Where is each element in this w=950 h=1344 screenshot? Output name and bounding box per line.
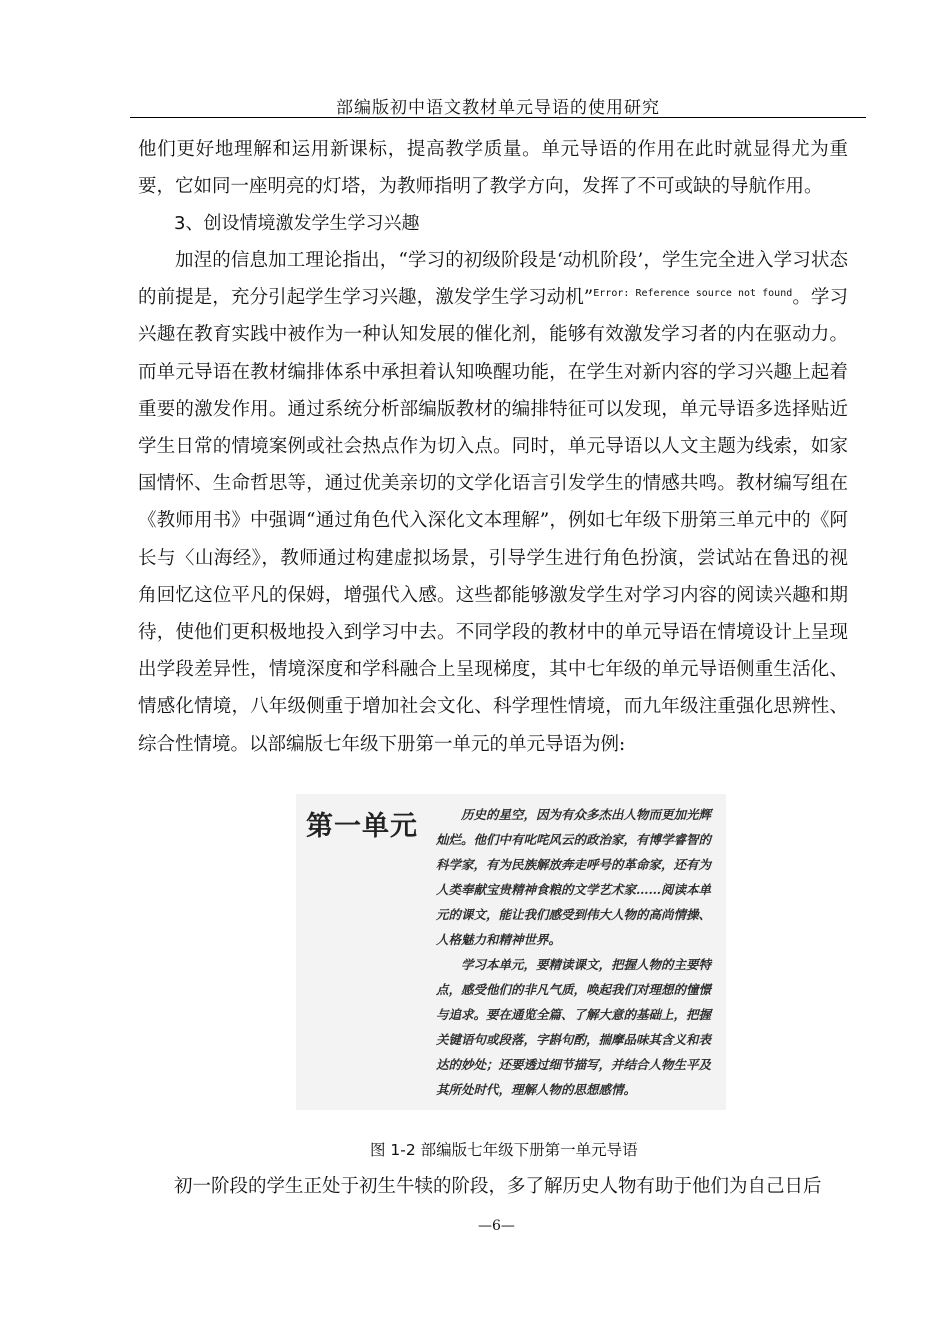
paragraph-3: 初一阶段的学生正处于初生牛犊的阶段，多了解历史人物有助于他们为自己日后 bbox=[174, 1176, 822, 1197]
paragraph-2-text-a: 加涅的信息加工理论指出，“学习的初级阶段是‘动机阶段’，学生完全进入学习状态的前提是，充分引起学生学习兴趣，激发学生学习动机” bbox=[138, 250, 848, 309]
section-heading: 3、创设情境激发学生学习兴趣 bbox=[174, 213, 420, 234]
paragraph-2 bbox=[138, 242, 848, 763]
header-rule bbox=[130, 117, 866, 118]
figure-text-paragraph-1: 历史的星空，因为有众多杰出人物而更加光辉灿烂。他们中有叱咤风云的政治家，有博学睿智的科学家，有为民族解放奔走呼号的革命家，还有为人类奉献宝贵精神食粮的文学艺术家……阅读本单元的课文，能让我们感受到伟大人物的高尚情操、人格魅力和精神世界。 bbox=[436, 807, 712, 947]
figure-title: 第一单元 bbox=[306, 811, 418, 842]
figure-text bbox=[436, 802, 720, 1102]
figure-text-paragraph-2: 学习本单元，要精读课文，把握人物的主要特点，感受他们的非凡气质，唤起我们对理想的憧憬与追求。要在通览全篇、了解大意的基础上，把握关键语句或段落，字斟句酌，揣摩品味其含义和表达的妙处；还要透过细节描写，并结合人物生平及其所处时代，理解人物的思想感情。 bbox=[436, 957, 712, 1097]
figure-caption: 图 1-2 部编版七年级下册第一单元导语 bbox=[370, 1141, 638, 1159]
page-header-title: 部编版初中语文教材单元导语的使用研究 bbox=[336, 98, 660, 118]
paragraph-1: 他们更好地理解和运用新课标，提高教学质量。单元导语的作用在此时就显得尤为重要，它如同一座明亮的灯塔，为教师指明了教学方向，发挥了不可或缺的导航作用。 bbox=[138, 139, 848, 198]
reference-error: Error: Reference source not found bbox=[593, 288, 793, 300]
paragraph-2-text-b: 。学习兴趣在教育实践中被作为一种认知发展的催化剂，能够有效激发学习者的内在驱动力。而单元导语在教材编排体系中承担着认知唤醒功能，在学生对新内容的学习兴趣上起着重要的激发作用。通过系统分析部编版教材的编排特征可以发现，单元导语多选择贴近学生日常的情境案例或社会热点作为切入点。同时，单元导语以人文主题为线索，如家国情怀、生命哲思等，通过优美亲切的文学化语言引发学生的情感共鸣。教材编写组在《教师用书》中强调“通过角色代入深化文本理解”，例如七年级下册第三单元中的《阿长与〈山海经》，教师通过构建虚拟场景，引导学生进行角色扮演，尝试站在鲁迅的视角回忆这位平凡的保姆，增强代入感。这些都能够激发学生对学习内容的阅读兴趣和期待，使他们更积极地投入到学习中去。不同学段的教材中的单元导语在情境设计上呈现出学段差异性，情境深度和学科融合上呈现梯度，其中七年级的单元导语侧重生活化、情感化情境，八年级侧重于增加社会文化、科学理性情境，而九年级注重强化思辨性、综合性情境。以部编版七年级下册第一单元的单元导语为例: bbox=[138, 287, 848, 755]
figure-image bbox=[296, 794, 726, 1110]
page-number: —6— bbox=[478, 1218, 515, 1234]
